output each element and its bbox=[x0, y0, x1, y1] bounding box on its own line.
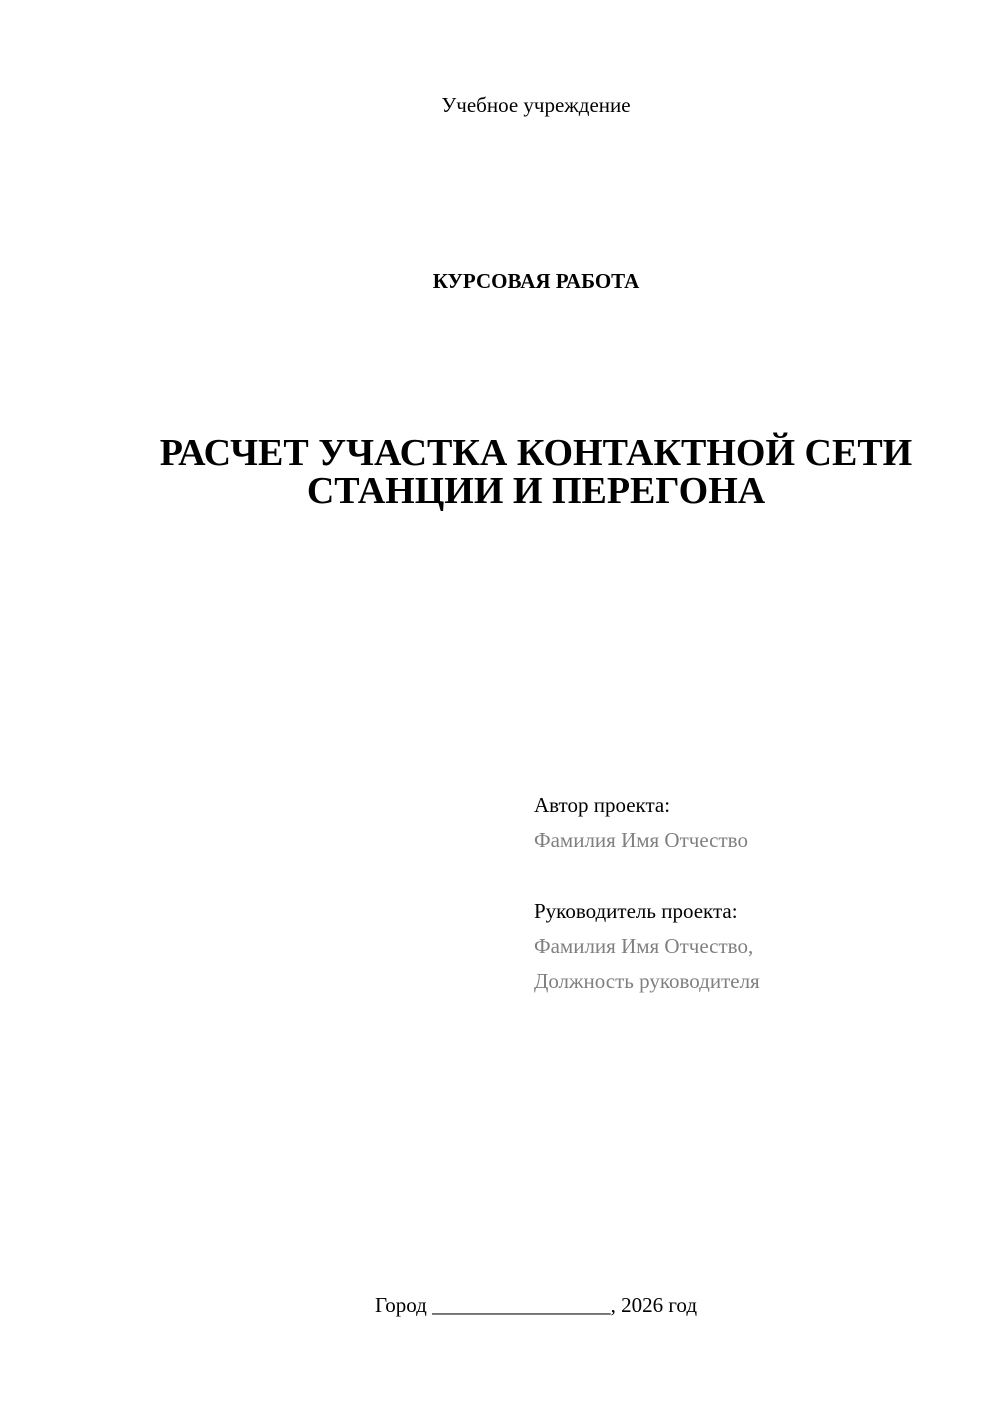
title-line-2: СТАНЦИИ И ПЕРЕГОНА bbox=[306, 470, 766, 512]
supervisor-label: Руководитель проекта: bbox=[534, 899, 738, 923]
author-name: Фамилия Имя Отчество bbox=[534, 828, 748, 852]
supervisor-name: Фамилия Имя Отчество, bbox=[534, 934, 754, 958]
credits-spacer bbox=[534, 858, 974, 894]
title-line-1: РАСЧЕТ УЧАСТКА КОНТАКТНОЙ СЕТИ bbox=[159, 432, 913, 474]
city-year-line: Город _________________, 2026 год bbox=[374, 1293, 698, 1317]
document-type: КУРСОВАЯ РАБОТА bbox=[432, 269, 640, 293]
author-label: Автор проекта: bbox=[534, 793, 671, 817]
supervisor-position: Должность руководителя bbox=[534, 969, 760, 993]
credits-block bbox=[534, 788, 974, 999]
document-title bbox=[0, 434, 1000, 510]
institution-name: Учебное учреждение bbox=[441, 93, 631, 117]
